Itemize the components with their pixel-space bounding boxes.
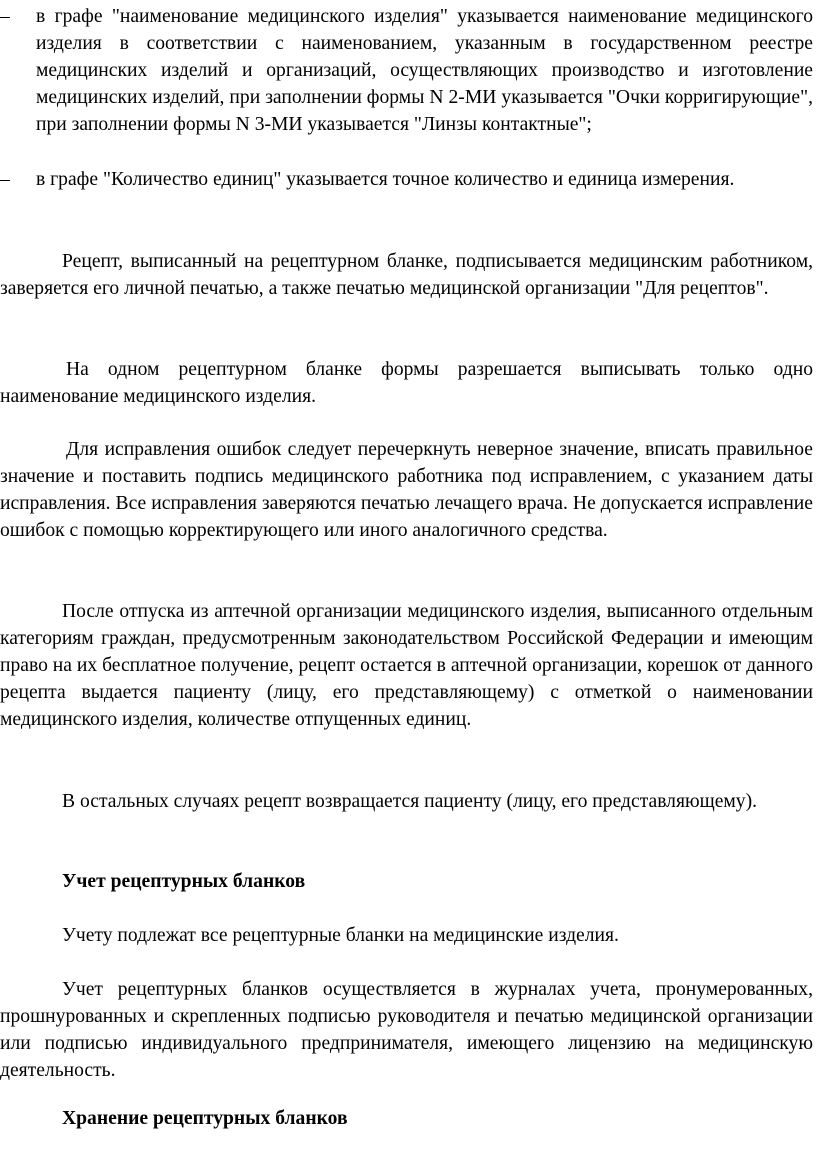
list-item [0,166,813,193]
section-heading: Учет рецептурных бланков [62,871,306,892]
paragraph [0,436,813,544]
paragraph [0,248,813,302]
paragraph [0,976,813,1084]
list-item-text: в графе "Количество единиц" указывается точное количество и единица измерения. [36,169,735,190]
paragraph-text: На одном рецептурном бланке формы разрешается выписывать только одно наименование медицинского изделия. [0,359,813,408]
paragraph-text: После отпуска из аптечной организации медицинского изделия, выписанного отдельным категориям граждан, предусмотренным законодательством Российской Федерации и имеющим право на их бесплатное получение, рецепт остается в аптечной организации, корешок от данного рецепта выдается пациенту (лицу, его представляющему) с отметкой о наименовании медицинского изделия, количестве отпущенных единиц. [0,601,813,731]
paragraph [0,922,813,949]
paragraph-text: Для исправления ошибок следует перечеркнуть неверное значение, вписать правильное значение и поставить подпись медицинского работника под исправлением, с указанием даты исправления. Все исправления заверяются печатью лечащего врача. Не допускается исправление ошибок с помощью корректирующего или иного аналогичного средства. [0,439,813,542]
paragraph-text: Учет рецептурных бланков осуществляется в журналах учета, пронумерованных, прошнурованных и скрепленных подписью руководителя и печатью медицинской организации или подписью индивидуального предпринимателя, имеющего лицензию на медицинскую деятельность. [0,979,813,1082]
paragraph-text: В остальных случаях рецепт возвращается пациенту (лицу, его представляющему). [62,791,758,812]
section-heading: Хранение рецептурных бланков [62,1108,348,1129]
paragraph [0,788,813,815]
list-marker: – [0,6,10,27]
paragraph [0,356,813,410]
paragraph [0,598,813,733]
list-marker: – [0,169,10,190]
paragraph-text: Рецепт, выписанный на рецептурном бланке, подписывается медицинским работником, заверяется его личной печатью, а также печатью медицинской организации "Для рецептов". [0,251,813,300]
paragraph-text: Учету подлежат все рецептурные бланки на медицинские изделия. [62,925,619,946]
list-item [0,3,813,138]
list-item-text: в графе "наименование медицинского изделия" указывается наименование медицинского изделия в соответствии с наименованием, указанным в государственном реестре медицинских изделий и организаций, осуществляющих производство и изготовление медицинских изделий, при заполнении формы N 2-МИ указывается "Очки корригирующие", при заполнении формы N 3-МИ указывается "Линзы контактные"; [36,6,813,136]
